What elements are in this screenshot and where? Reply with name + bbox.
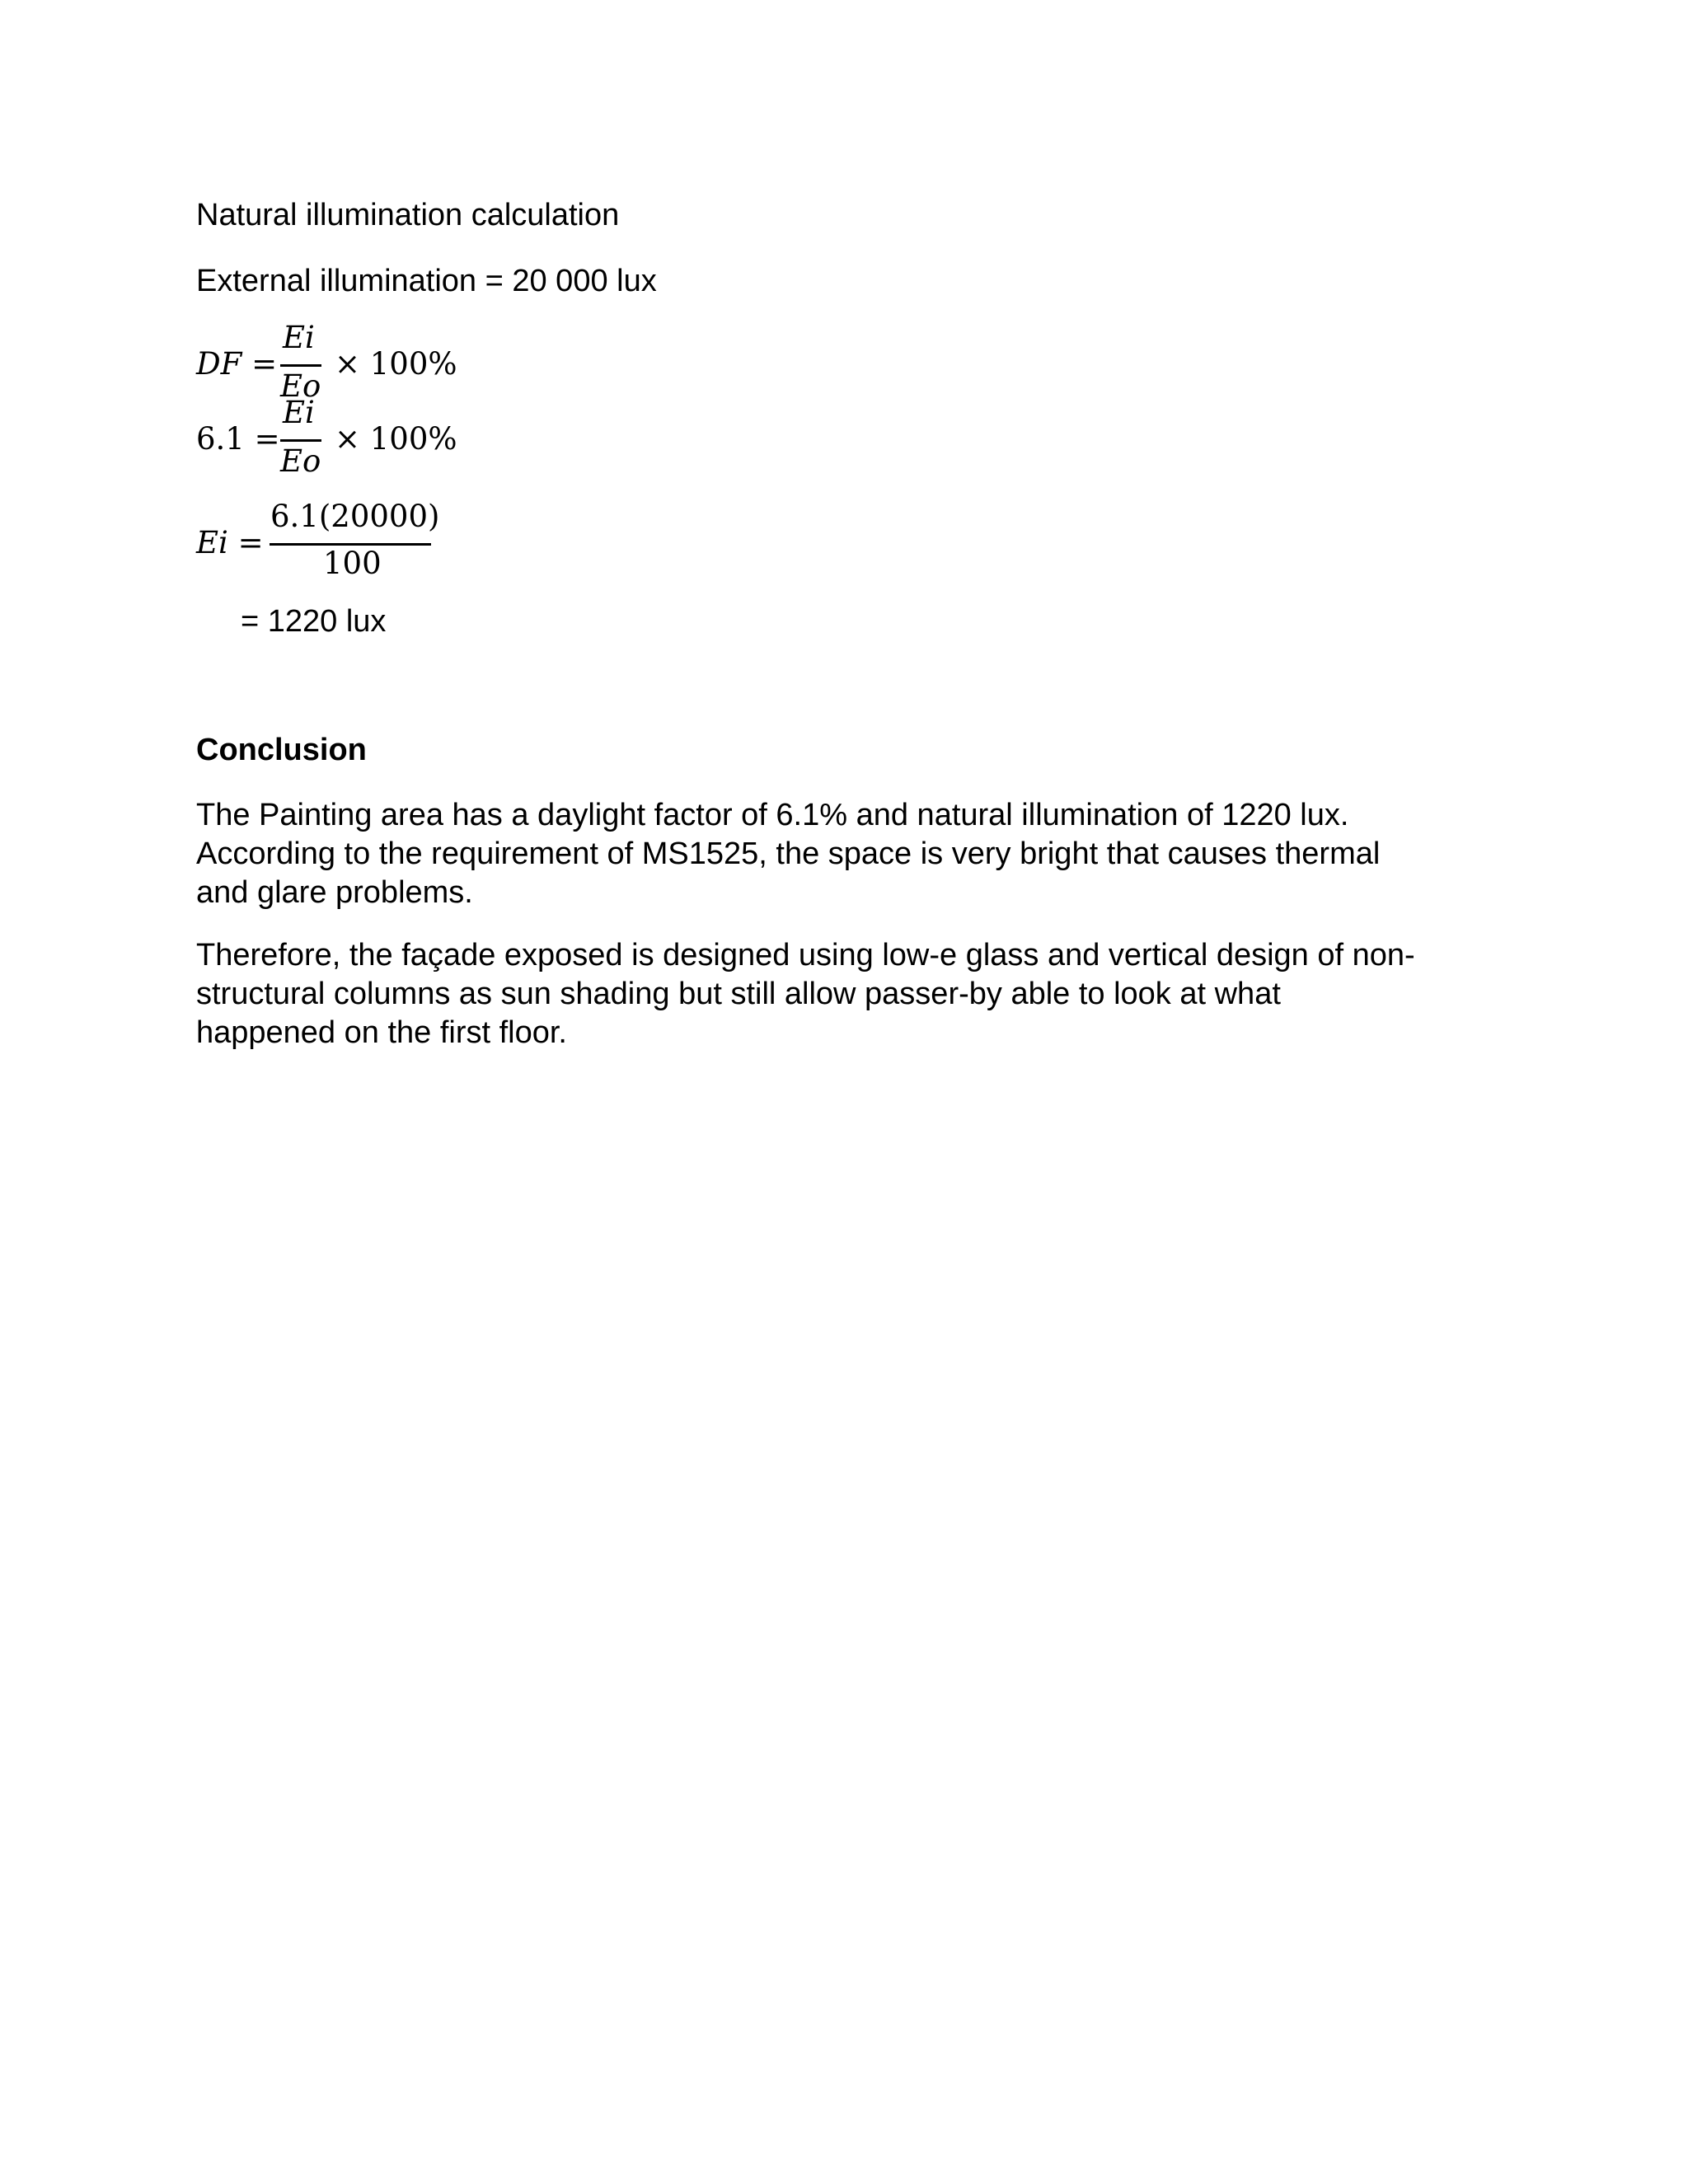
external-illumination-line: External illumination = 20 000 lux: [196, 264, 657, 298]
eq3-numerator: 6.1(20000): [270, 499, 440, 534]
eq3-lhs: Ei =: [196, 525, 264, 560]
result-line: = 1220 lux: [241, 604, 387, 639]
paragraph-2-line-1: Therefore, the façade exposed is designed using low-e glass and vertical design of non-: [196, 938, 1415, 972]
paragraph-1-line-2: According to the requirement of MS1525, the space is very bright that causes thermal: [196, 837, 1381, 871]
eq2-numerator: Ei: [283, 395, 315, 430]
eq2-lhs: 6.1 =: [196, 421, 280, 457]
paragraph-2-line-3: happened on the first floor.: [196, 1015, 567, 1050]
eq2-rhs: × 100%: [335, 421, 457, 457]
paragraph-2-line-2: structural columns as sun shading but still allow passer-by able to look at what: [196, 977, 1281, 1011]
paragraph-1-line-3: and glare problems.: [196, 875, 473, 910]
conclusion-paragraph-1: [196, 796, 1380, 912]
eq1-numerator: Ei: [283, 320, 315, 355]
eq1-lhs: DF =: [196, 346, 278, 382]
conclusion-paragraph-2: [196, 936, 1415, 1052]
eq1-fraction-bar: [280, 364, 321, 367]
eq3-denominator: 100: [323, 546, 382, 581]
calculation-heading: Natural illumination calculation: [196, 198, 620, 232]
eq1-denominator: Eo: [280, 368, 321, 404]
eq1-rhs: × 100%: [335, 346, 457, 382]
paragraph-1-line-1: The Painting area has a daylight factor of 6.1% and natural illumination of 1220 lux.: [196, 798, 1349, 832]
conclusion-heading: Conclusion: [196, 733, 367, 767]
eq2-denominator: Eo: [280, 443, 321, 479]
eq2-fraction-bar: [280, 439, 321, 442]
